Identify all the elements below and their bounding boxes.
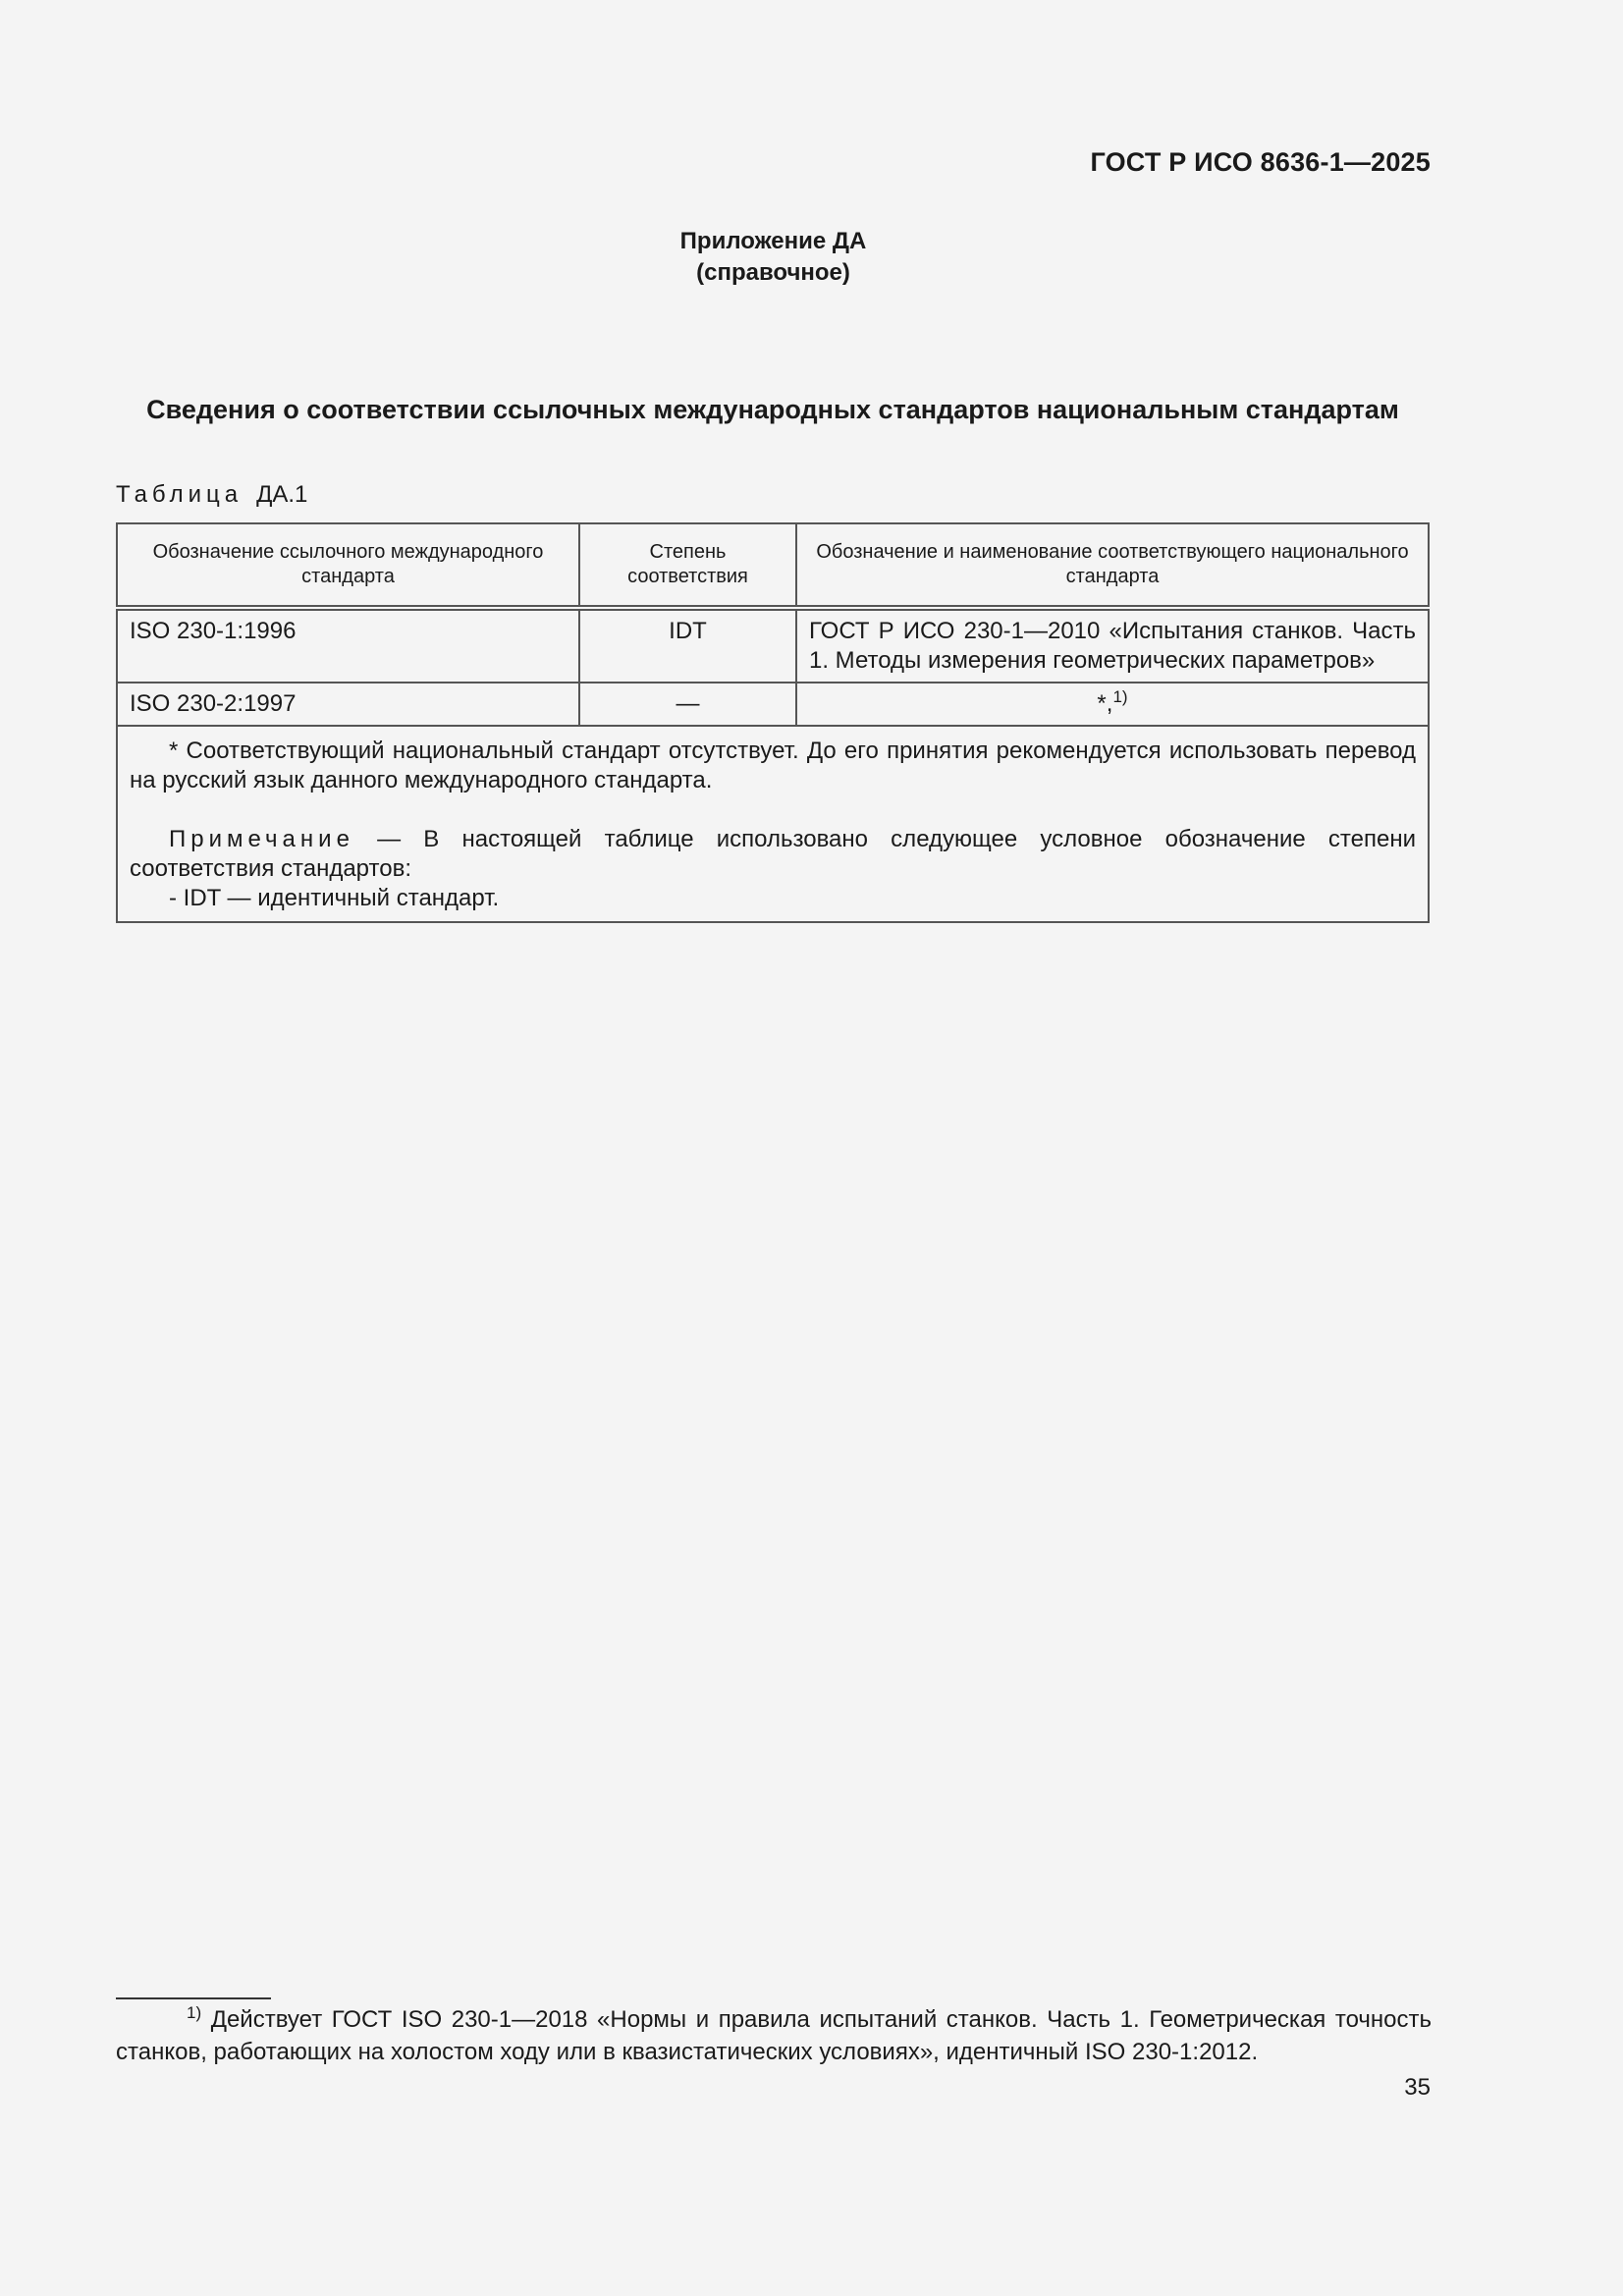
note-text: — В настоящей таблице использовано следующее условное обозначение степени соответствия стандартов:	[130, 826, 1416, 882]
column-header-national: Обозначение и наименование соответствующего национального стандарта	[796, 523, 1429, 608]
section-title: Сведения о соответствии ссылочных международных стандартов национальным стандартам	[146, 395, 1399, 424]
table-header-row	[117, 523, 1429, 608]
table-note	[130, 825, 1416, 884]
cell-intl: ISO 230-2:1997	[117, 683, 579, 726]
cell-intl: ISO 230-1:1996	[117, 608, 579, 683]
cell-national: ГОСТ Р ИСО 230-1—2010 «Испытания станков. Часть 1. Методы измерения геометрических параметров»	[796, 608, 1429, 683]
table-caption-label: Таблица	[116, 481, 243, 508]
note-label: Примечание	[169, 826, 354, 852]
appendix-type: (справочное)	[696, 259, 850, 286]
correspondence-table	[116, 522, 1430, 923]
cell-degree: IDT	[579, 608, 796, 683]
page-number: 35	[1404, 2074, 1431, 2101]
table-row	[117, 683, 1429, 726]
document-code: ГОСТ Р ИСО 8636-1—2025	[1090, 147, 1431, 177]
footnote-marker: 1)	[187, 2003, 202, 2022]
note-item: - IDT — идентичный стандарт.	[169, 885, 500, 911]
appendix-heading	[0, 226, 1546, 289]
table-footnote-cell	[117, 726, 1429, 922]
cell-national-text: *,	[1097, 690, 1113, 717]
table-caption-id: ДА.1	[256, 481, 308, 508]
table-row	[117, 608, 1429, 683]
table-caption	[116, 481, 307, 509]
footnote-separator	[116, 1997, 271, 1999]
star-footnote: * Соответствующий национальный стандарт отсутствует. До его принятия рекомендуется использовать перевод на русский язык данного международного стандарта.	[130, 738, 1416, 793]
table-footnote-row	[117, 726, 1429, 922]
cell-degree: —	[579, 683, 796, 726]
appendix-title: Приложение ДА	[679, 228, 867, 254]
footnote-ref[interactable]: 1)	[1112, 687, 1128, 706]
footnote-text: Действует ГОСТ ISO 230-1—2018 «Нормы и правила испытаний станков. Часть 1. Геометрическая точность станков, работающих на холостом ходу или в квазистатических условиях», идентичный ISO 230-1:2012.	[116, 2006, 1432, 2065]
column-header-intl: Обозначение ссылочного международного стандарта	[117, 523, 579, 608]
column-header-degree: Степень соответствия	[579, 523, 796, 608]
cell-national	[796, 683, 1429, 726]
page-footnote	[116, 2003, 1432, 2068]
